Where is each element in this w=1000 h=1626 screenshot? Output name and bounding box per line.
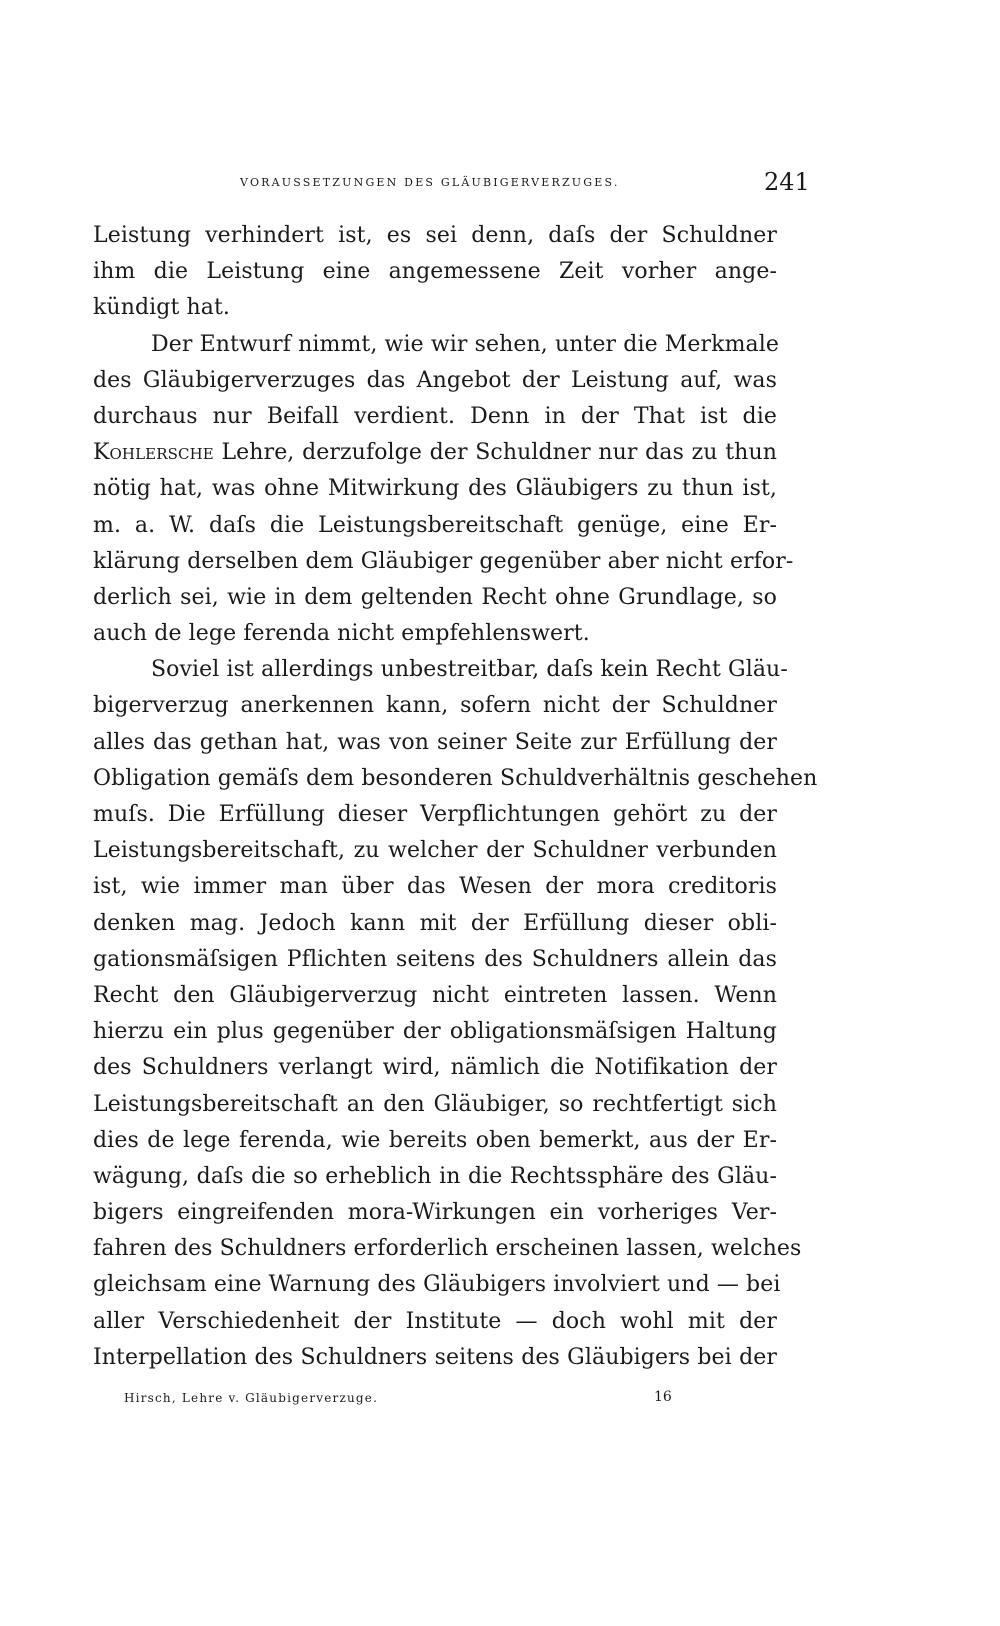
text-line: durchaus nur Beifall verdient. Denn in der That ist die: [93, 403, 777, 429]
text-line: fahren des Schuldners erforderlich erscheinen lassen, welches: [93, 1236, 802, 1262]
text-line: klärung derselben dem Gläubiger gegenüber aber nicht erfor-: [93, 548, 794, 574]
text-line: Obligation gemäſs dem besonderen Schuldverhältnis geschehen: [93, 765, 818, 791]
text-line: bigers eingreifenden mora-Wirkungen ein vorheriges Ver-: [93, 1200, 777, 1226]
body-text: [93, 218, 818, 1376]
text-line: des Schuldners verlangt wird, nämlich die Notifikation der: [93, 1055, 777, 1081]
footer-sheet-number: 16: [654, 1389, 672, 1405]
text-line: ihm die Leistung eine angemessene Zeit vorher ange-: [93, 259, 777, 285]
text-line: Recht den Gläubigerverzug nicht eintreten lassen. Wenn: [93, 982, 777, 1008]
text-line: muſs. Die Erfüllung dieser Verpflichtungen gehört zu der: [93, 802, 777, 827]
text-line: alles das gethan hat, was von seiner Seite zur Erfüllung der: [93, 729, 777, 755]
text-line: Interpellation des Schuldners seitens des Gläubigers bei der: [93, 1344, 777, 1370]
text-line: derlich sei, wie in dem geltenden Recht ohne Grundlage, so: [93, 584, 777, 610]
text-line: gleichsam eine Warnung des Gläubigers involviert und — bei: [93, 1272, 781, 1298]
page-number: 241: [764, 168, 810, 196]
running-head: VORAUSSETZUNGEN DES GLÄUBIGERVERZUGES.: [240, 176, 620, 189]
text-line: kündigt hat.: [93, 295, 231, 321]
text-line: Kohlersche Lehre, derzufolge der Schuldner nur das zu thun: [93, 440, 777, 466]
text-line: gationsmäſsigen Pflichten seitens des Schuldners allein das: [93, 946, 777, 972]
footer-signature: Hirsch, Lehre v. Gläubigerverzuge.: [124, 1391, 379, 1405]
text-line: Soviel ist allerdings unbestreitbar, daſs kein Recht Gläu-: [151, 657, 788, 683]
text-line: auch de lege ferenda nicht empfehlenswert.: [93, 621, 590, 647]
text-line: wägung, daſs die so erheblich in die Rechtssphäre des Gläu-: [93, 1163, 777, 1189]
text-line: Leistung verhindert ist, es sei denn, daſs der Schuldner: [93, 223, 777, 248]
text-line: hierzu ein plus gegenüber der obligationsmäſsigen Haltung: [93, 1019, 777, 1045]
text-line: denken mag. Jedoch kann mit der Erfüllung dieser obli-: [93, 910, 777, 936]
text-line: bigerverzug anerkennen kann, sofern nicht der Schuldner: [93, 693, 777, 719]
author-name-smallcaps: Kohlersche: [93, 440, 214, 466]
text-line: ist, wie immer man über das Wesen der mora creditoris: [93, 874, 777, 900]
text-line: aller Verschiedenheit der Institute — doch wohl mit der: [93, 1308, 777, 1334]
text-line: Leistungsbereitschaft, zu welcher der Schuldner verbunden: [93, 838, 777, 864]
text-line: nötig hat, was ohne Mitwirkung des Gläubigers zu thun ist,: [93, 476, 777, 502]
text-line: m. a. W. daſs die Leistungsbereitschaft genüge, eine Er-: [93, 512, 777, 538]
text-line: Der Entwurf nimmt, wie wir sehen, unter die Merkmale: [151, 331, 780, 357]
text-line: dies de lege ferenda, wie bereits oben bemerkt, aus der Er-: [93, 1127, 777, 1153]
text-line: Leistungsbereitschaft an den Gläubiger, so rechtfertigt sich: [93, 1091, 777, 1117]
text-line: des Gläubigerverzuges das Angebot der Leistung auf, was: [93, 367, 777, 393]
